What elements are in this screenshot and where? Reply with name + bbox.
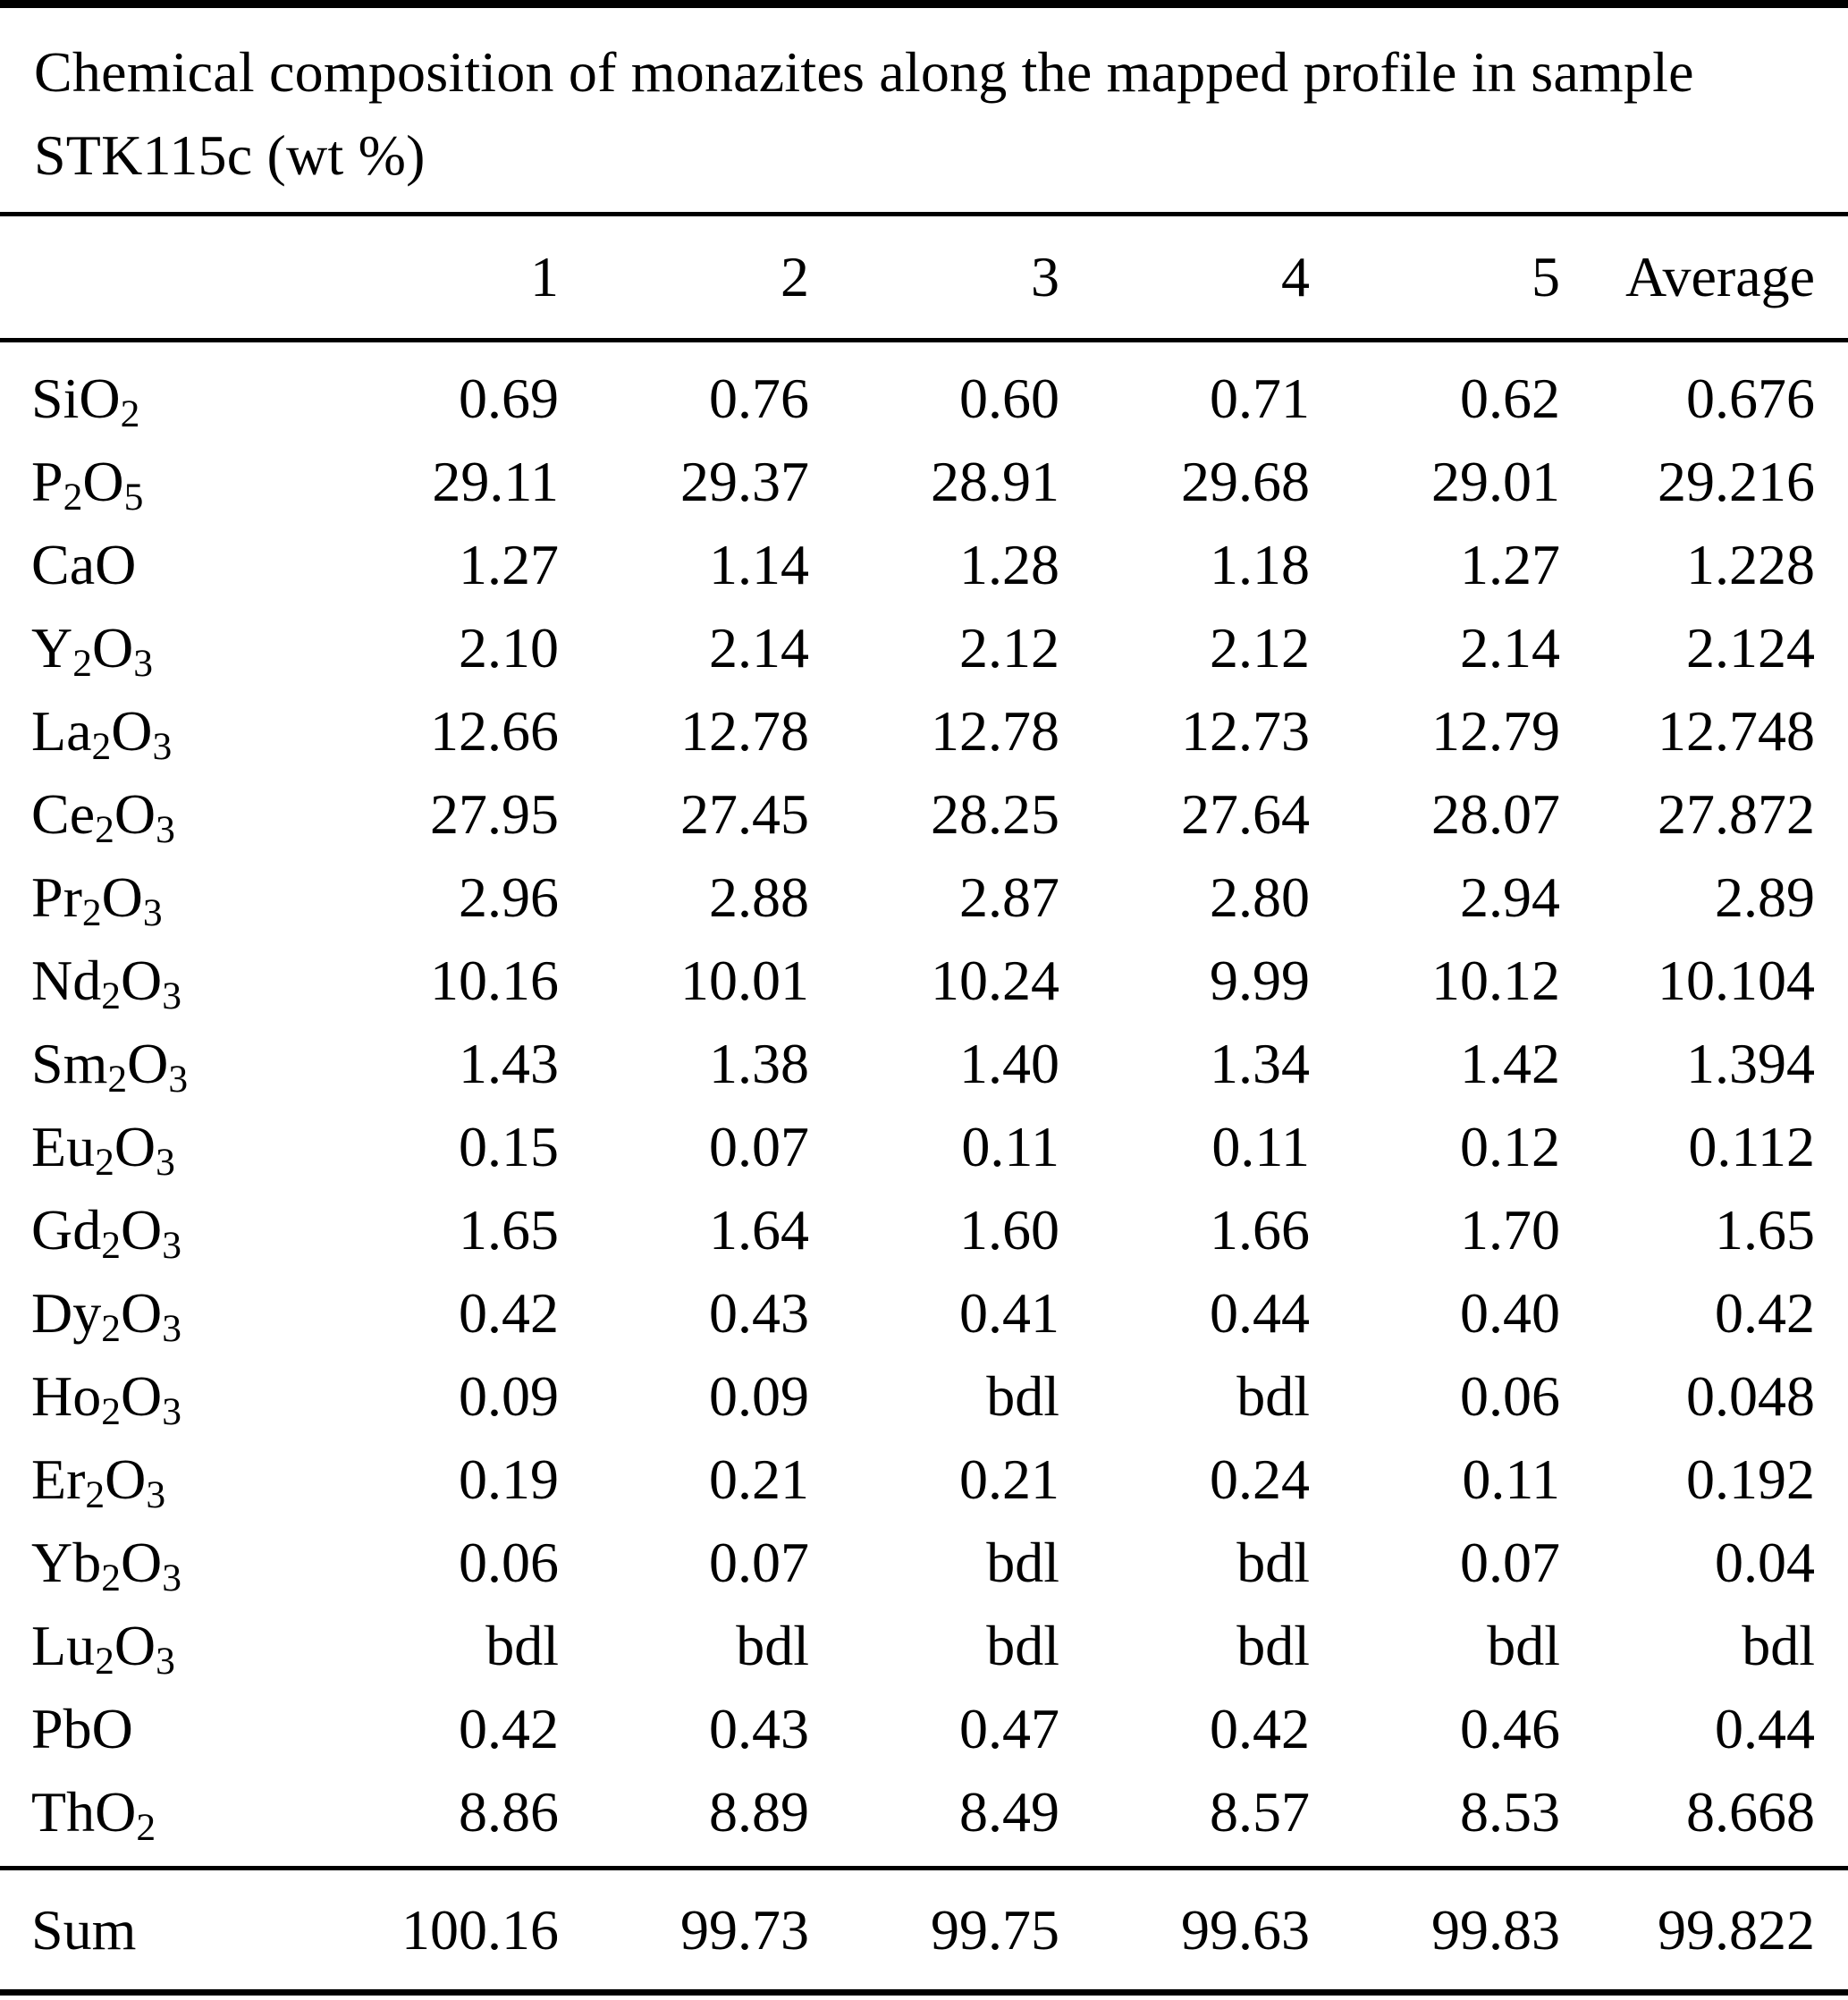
row-label-pr2o3: $Pr_2O_3$	[31, 865, 163, 935]
table-row-nd2o3	[31, 939, 1815, 1022]
table-cell: 12.78	[680, 698, 809, 763]
row-label-tho2: ThO$_2$	[31, 1779, 156, 1850]
table-cell: 8.89	[709, 1779, 809, 1844]
table-cell: 1.28	[959, 532, 1059, 596]
table-cell: bdl	[986, 1613, 1059, 1677]
table-cell: 2.89	[1715, 865, 1815, 929]
table-cell: 1.70	[1460, 1197, 1560, 1262]
table-cell: 2.80	[1210, 865, 1310, 929]
sum-cell: 99.63	[1181, 1897, 1310, 1962]
table-cell: 8.668	[1686, 1779, 1815, 1844]
table-cell: 1.43	[459, 1031, 559, 1095]
row-label-sm2o3: $Sm_2O_3$	[31, 1031, 189, 1101]
table-cell: 1.27	[459, 532, 559, 596]
table-cell: bdl	[1236, 1613, 1310, 1677]
table-row-sio2	[31, 357, 1815, 440]
row-label-dy2o3: $Dy_2O_3$	[31, 1280, 181, 1351]
table-cell: 0.46	[1460, 1696, 1560, 1760]
row-label-gd2o3: $Gd_2O_3$	[31, 1197, 181, 1268]
row-label-nd2o3: $Nd_2O_3$	[31, 948, 181, 1018]
table-cell: 0.62	[1460, 366, 1560, 430]
table-cell: bdl	[1742, 1613, 1815, 1677]
table-cell: 27.64	[1181, 781, 1310, 846]
table-cell: 1.18	[1210, 532, 1310, 596]
table-cell: 1.228	[1686, 532, 1815, 596]
row-label-sum: Sum	[31, 1897, 137, 1962]
table-row-lu2o3	[31, 1604, 1815, 1687]
table-cell: 10.12	[1431, 948, 1560, 1012]
table-row-ce2o3	[31, 772, 1815, 856]
sum-row	[0, 1870, 1848, 1989]
table-row-gd2o3	[31, 1188, 1815, 1271]
table-cell: 0.112	[1688, 1114, 1815, 1178]
table-cell: 0.42	[1715, 1280, 1815, 1345]
table-cell: 0.09	[709, 1363, 809, 1428]
table-cell: 0.24	[1210, 1447, 1310, 1511]
table-cell: 0.06	[1460, 1363, 1560, 1428]
sum-cell: 99.83	[1431, 1897, 1560, 1962]
bottom-rule	[0, 1989, 1848, 1996]
row-label-ce2o3: $Ce_2O_3$	[31, 781, 175, 852]
table-row-yb2o3	[31, 1521, 1815, 1604]
row-label-y2o3: $Y_2O_3$	[31, 615, 153, 686]
table-cell: 2.12	[959, 615, 1059, 679]
table-cell: 10.01	[680, 948, 809, 1012]
table-cell: 2.96	[459, 865, 559, 929]
table-cell: 1.66	[1210, 1197, 1310, 1262]
table-cell: 2.14	[709, 615, 809, 679]
table-cell: 1.65	[1715, 1197, 1815, 1262]
table-cell: 0.04	[1715, 1530, 1815, 1594]
row-label-yb2o3: $Yb_2O_3$	[31, 1530, 181, 1600]
table-cell: 28.25	[931, 781, 1059, 846]
table-cell: 8.57	[1210, 1779, 1310, 1844]
table-cell: 2.87	[959, 865, 1059, 929]
sum-cell: 99.73	[680, 1897, 809, 1962]
row-label-p2o5: $P_2O_5$	[31, 449, 144, 519]
column-header-4: 4	[1281, 245, 1310, 308]
table-row-la2o3	[31, 689, 1815, 772]
table-cell: 0.06	[459, 1530, 559, 1594]
table-cell: 1.394	[1686, 1031, 1815, 1095]
table-cell: 1.64	[709, 1197, 809, 1262]
row-label-cao: CaO	[31, 532, 137, 596]
row-label-er2o3: $Er_2O_3$	[31, 1447, 166, 1517]
table-cell: 0.60	[959, 366, 1059, 430]
table-cell: 0.11	[1462, 1447, 1560, 1511]
table-cell: 8.49	[959, 1779, 1059, 1844]
table-cell: 0.048	[1686, 1363, 1815, 1428]
column-header-2: 2	[781, 245, 809, 308]
table-cell: 28.07	[1431, 781, 1560, 846]
table-cell: 1.14	[709, 532, 809, 596]
table-cell: 0.40	[1460, 1280, 1560, 1345]
table-row-sm2o3	[31, 1022, 1815, 1105]
table-cell: 10.24	[931, 948, 1059, 1012]
top-rule	[0, 0, 1848, 8]
table-cell: 0.19	[459, 1447, 559, 1511]
table-row-dy2o3	[31, 1271, 1815, 1354]
table-cell: 0.44	[1210, 1280, 1310, 1345]
table-row-cao	[31, 523, 1815, 606]
table-cell: 0.76	[709, 366, 809, 430]
column-header-row	[0, 216, 1848, 338]
table-cell: bdl	[736, 1613, 809, 1677]
column-header-5: 5	[1532, 245, 1560, 308]
table-cell: 1.34	[1210, 1031, 1310, 1095]
table-cell: 12.79	[1431, 698, 1560, 763]
sum-cell: 99.822	[1658, 1897, 1815, 1962]
table-cell: 0.21	[959, 1447, 1059, 1511]
table-cell: 0.676	[1686, 366, 1815, 430]
table-cell: 12.748	[1658, 698, 1815, 763]
table-cell: 12.73	[1181, 698, 1310, 763]
table-cell: 1.40	[959, 1031, 1059, 1095]
table-cell: bdl	[1236, 1530, 1310, 1594]
table-cell: 8.86	[459, 1779, 559, 1844]
table-cell: 2.124	[1686, 615, 1815, 679]
table-row-y2o3	[31, 606, 1815, 689]
table-cell: 0.42	[1210, 1696, 1310, 1760]
table-cell: 29.216	[1658, 449, 1815, 513]
row-label-pbo: PbO	[31, 1696, 133, 1760]
table-body	[0, 342, 1848, 1866]
table-cell: 27.872	[1658, 781, 1815, 846]
table-cell: bdl	[1236, 1363, 1310, 1428]
table-cell: 12.66	[430, 698, 559, 763]
table-cell: 2.94	[1460, 865, 1560, 929]
table-cell: 29.68	[1181, 449, 1310, 513]
row-label-eu2o3: $Eu_2O_3$	[31, 1114, 175, 1185]
column-header-1: 1	[530, 245, 559, 308]
table-cell: 29.01	[1431, 449, 1560, 513]
table-cell: 1.27	[1460, 532, 1560, 596]
row-label-sio2: SiO$_2$	[31, 366, 140, 436]
table-row-pbo	[31, 1687, 1815, 1770]
table-caption: Chemical composition of monazites along the mapped profile in sample STK115c (wt %)	[34, 40, 1694, 187]
table-cell: 9.99	[1210, 948, 1310, 1012]
table-cell: 0.12	[1460, 1114, 1560, 1178]
table-cell: 0.69	[459, 366, 559, 430]
table-cell: bdl	[986, 1530, 1059, 1594]
table-cell: 12.78	[931, 698, 1059, 763]
row-label-lu2o3: $Lu_2O_3$	[31, 1613, 175, 1684]
table-cell: bdl	[986, 1363, 1059, 1428]
sum-cell: 100.16	[401, 1897, 559, 1962]
table-cell: 0.21	[709, 1447, 809, 1511]
table-cell: 0.41	[959, 1280, 1059, 1345]
table-cell: 0.47	[959, 1696, 1059, 1760]
table-cell: 29.37	[680, 449, 809, 513]
table-cell: 1.60	[959, 1197, 1059, 1262]
table-cell: 0.71	[1210, 366, 1310, 430]
table-row-er2o3	[31, 1438, 1815, 1521]
table-cell: 28.91	[931, 449, 1059, 513]
table-cell: 0.42	[459, 1280, 559, 1345]
table-row-tho2	[31, 1770, 1815, 1853]
row-label-la2o3: $La_2O_3$	[31, 698, 173, 769]
table-row-ho2o3	[31, 1354, 1815, 1438]
table-cell: 27.95	[430, 781, 559, 846]
table-cell: 2.14	[1460, 615, 1560, 679]
table-cell: 0.11	[1211, 1114, 1310, 1178]
table-cell: 0.43	[709, 1696, 809, 1760]
table-cell: 2.88	[709, 865, 809, 929]
column-header-average: Average	[1625, 245, 1815, 308]
table-cell: 0.44	[1715, 1696, 1815, 1760]
table-row-pr2o3	[31, 856, 1815, 939]
table-cell: 10.16	[430, 948, 559, 1012]
table-cell: 29.11	[432, 449, 559, 513]
table-cell: 27.45	[680, 781, 809, 846]
table-cell: 0.43	[709, 1280, 809, 1345]
table-cell: 0.09	[459, 1363, 559, 1428]
table-cell: 1.42	[1460, 1031, 1560, 1095]
table-cell: 2.10	[459, 615, 559, 679]
sum-cell: 99.75	[931, 1897, 1059, 1962]
column-header-3: 3	[1031, 245, 1059, 308]
table-cell: 0.07	[709, 1114, 809, 1178]
table-row-eu2o3	[31, 1105, 1815, 1188]
table-cell: 0.11	[961, 1114, 1059, 1178]
table-cell: 0.07	[1460, 1530, 1560, 1594]
table-cell: 10.104	[1658, 948, 1815, 1012]
table-cell: bdl	[1487, 1613, 1560, 1677]
table-cell: 1.65	[459, 1197, 559, 1262]
table-cell: 8.53	[1460, 1779, 1560, 1844]
table-cell: 0.15	[459, 1114, 559, 1178]
table-cell: 0.07	[709, 1530, 809, 1594]
row-label-ho2o3: $Ho_2O_3$	[31, 1363, 181, 1434]
table-cell: 0.42	[459, 1696, 559, 1760]
table-row-p2o5	[31, 440, 1815, 523]
table-cell: 0.192	[1686, 1447, 1815, 1511]
table-cell: 2.12	[1210, 615, 1310, 679]
table-cell: 1.38	[709, 1031, 809, 1095]
table-cell: bdl	[485, 1613, 559, 1677]
